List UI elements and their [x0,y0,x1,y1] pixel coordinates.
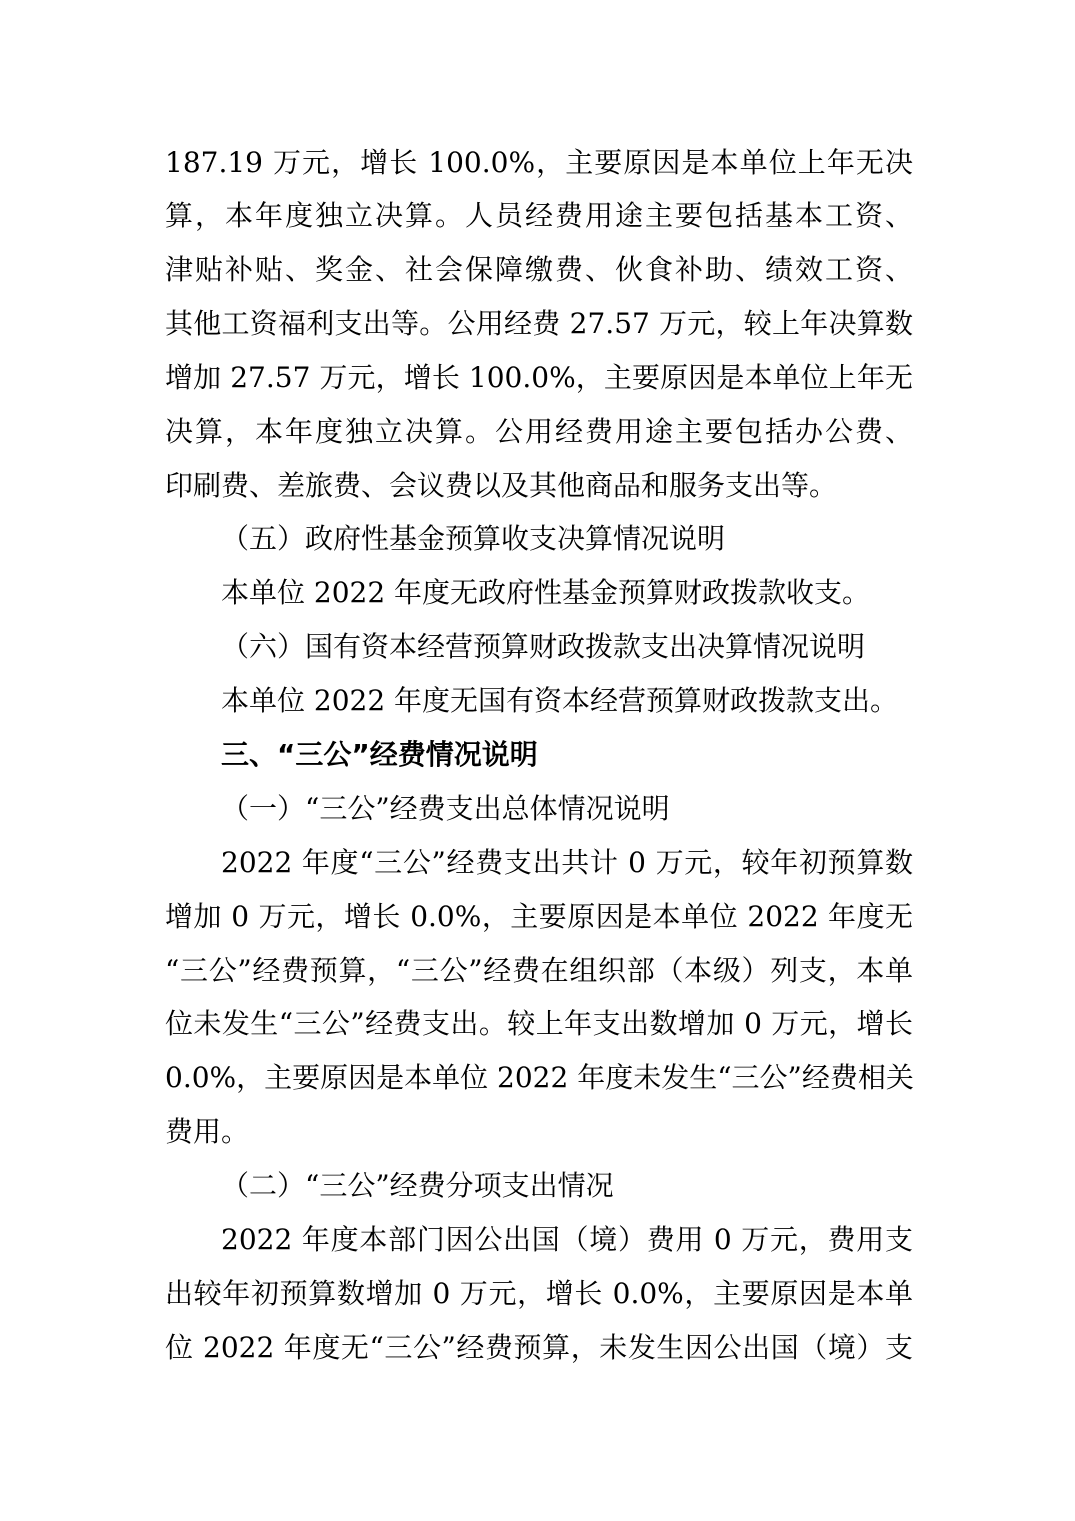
paragraph-line: “三公”经费预算，“三公”经费在组织部（本级）列支，本单 [165,954,913,987]
paragraph-line: 2022 年度本部门因公出国（境）费用 0 万元，费用支 [221,1223,913,1256]
section-heading: （二）“三公”经费分项支出情况 [221,1169,614,1202]
paragraph-line: 决算，本年度独立决算。公用经费用途主要包括办公费、 [165,415,913,448]
paragraph-line: 本单位 2022 年度无政府性基金预算财政拨款收支。 [221,576,871,609]
section-heading: （五）政府性基金预算收支决算情况说明 [221,522,726,555]
paragraph-line: 187.19 万元，增长 100.0%，主要原因是本单位上年无决 [165,146,913,179]
paragraph-line: 位未发生“三公”经费支出。较上年支出数增加 0 万元，增长 [165,1007,913,1040]
paragraph-line: 出较年初预算数增加 0 万元，增长 0.0%，主要原因是本单 [165,1277,913,1310]
chapter-heading: 三、“三公”经费情况说明 [221,738,538,771]
paragraph-line: 其他工资福利支出等。公用经费 27.57 万元，较上年决算数 [165,307,913,340]
paragraph-line: 位 2022 年度无“三公”经费预算，未发生因公出国（境）支 [165,1331,913,1364]
paragraph-line: 费用。 [165,1115,250,1148]
section-heading: （一）“三公”经费支出总体情况说明 [221,792,670,825]
paragraph-line: 津贴补贴、奖金、社会保障缴费、伙食补助、绩效工资、 [165,253,913,286]
paragraph-line: 本单位 2022 年度无国有资本经营预算财政拨款支出。 [221,684,899,717]
paragraph-line: 算，本年度独立决算。人员经费用途主要包括基本工资、 [165,199,913,232]
paragraph-line: 印刷费、差旅费、会议费以及其他商品和服务支出等。 [165,469,838,502]
section-heading: （六）国有资本经营预算财政拨款支出决算情况说明 [221,630,866,663]
paragraph-line: 0.0%，主要原因是本单位 2022 年度未发生“三公”经费相关 [165,1061,914,1094]
paragraph-line: 增加 0 万元，增长 0.0%，主要原因是本单位 2022 年度无 [165,900,913,933]
paragraph-line: 2022 年度“三公”经费支出共计 0 万元，较年初预算数 [221,846,913,879]
paragraph-line: 增加 27.57 万元，增长 100.0%，主要原因是本单位上年无 [165,361,913,394]
